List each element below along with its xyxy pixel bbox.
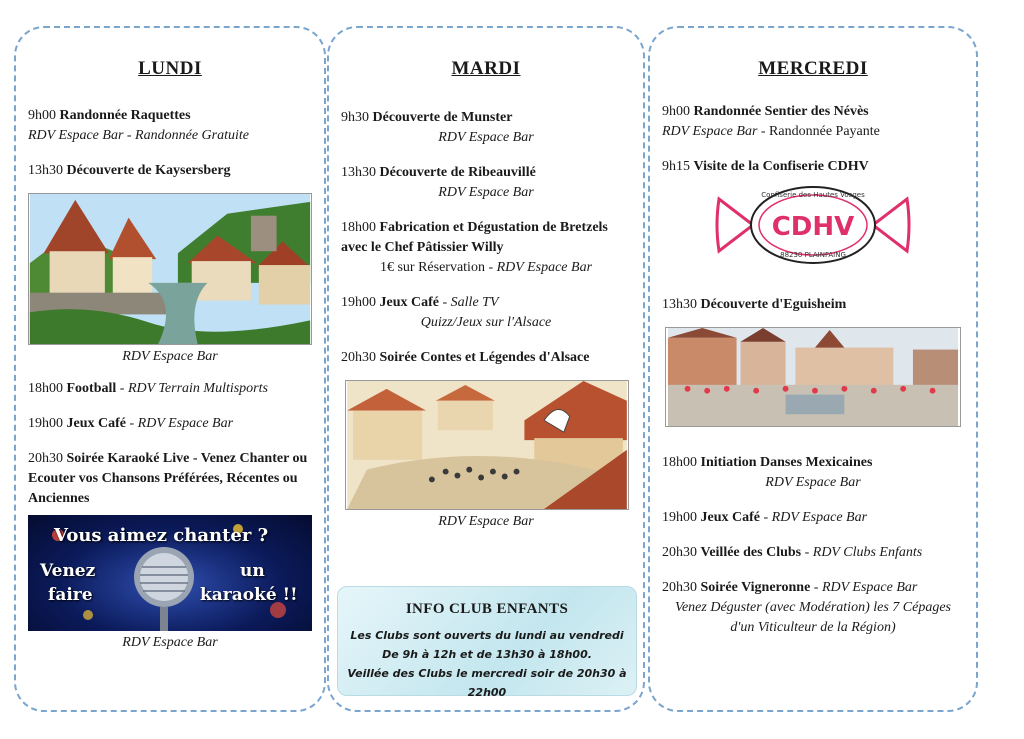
event-title: Découverte d'Eguisheim	[700, 297, 847, 312]
event-time: 9h15	[662, 159, 690, 174]
event-location: RDV Espace Bar	[438, 130, 534, 145]
event-time: 13h30	[662, 297, 697, 312]
event-location: RDV Espace Bar	[496, 260, 593, 275]
karaoke-line-3b: karaoké !!	[200, 585, 298, 605]
event-time: 18h00	[341, 220, 376, 235]
day-title-mercredi: MERCREDI	[758, 58, 868, 79]
event-title: Veillée des Clubs	[700, 545, 802, 560]
event-location: - RDV Espace Bar	[810, 580, 918, 595]
column-mercredi	[648, 26, 978, 712]
event-time: 9h30	[341, 110, 369, 125]
event-mardi-3	[341, 218, 631, 278]
event-time: 20h30	[28, 451, 63, 466]
event-time: 18h00	[28, 381, 63, 396]
info-line-2: De 9h à 12h et de 13h30 à 18h00.	[382, 648, 592, 661]
alsace-village-illustration	[345, 380, 629, 510]
column-lundi	[14, 26, 326, 712]
column-mardi	[327, 26, 645, 712]
event-location: RDV Espace Bar	[438, 185, 534, 200]
event-title: Randonnée Raquettes	[59, 108, 191, 123]
event-lundi-3	[28, 379, 312, 399]
event-time: 20h30	[341, 350, 376, 365]
event-mardi-1	[341, 108, 631, 148]
event-location: RDV Espace Bar	[28, 128, 124, 143]
event-title: Soirée Karaoké Live - Venez Chanter ou Ecouter vos Chansons Préférées, Récentes ou Anciennes	[28, 451, 308, 506]
event-time: 19h00	[662, 510, 697, 525]
event-location: - RDV Terrain Multisports	[116, 381, 268, 396]
event-mardi-4	[341, 293, 631, 333]
kaysersberg-photo	[28, 193, 312, 345]
karaoke-line-3a: faire	[48, 585, 93, 605]
event-note: - Randonnée Payante	[757, 124, 880, 139]
event-time: 19h00	[341, 295, 376, 310]
info-line-3: Veillée des Clubs le mercredi soir de 20h30 à 22h00	[347, 667, 627, 699]
event-mercredi-1	[662, 102, 964, 142]
event-title: Initiation Danses Mexicaines	[700, 455, 873, 470]
event-location: - RDV Espace Bar	[126, 416, 234, 431]
event-location: - RDV Espace Bar	[760, 510, 868, 525]
event-time: 9h00	[662, 104, 690, 119]
event-mardi-2	[341, 163, 631, 203]
event-mercredi-3	[662, 295, 964, 315]
event-note: Venez Déguster (avec Modération) les 7 Cépages d'un Viticulteur de la Région)	[674, 600, 952, 635]
event-mercredi-2	[662, 157, 964, 177]
event-title: Jeux Café	[700, 510, 760, 525]
banner-caption: RDV Espace Bar	[122, 635, 218, 650]
info-line-1: Les Clubs sont ouverts du lundi au vendredi	[350, 629, 624, 642]
info-club-enfants	[337, 586, 637, 699]
event-time: 20h30	[662, 545, 697, 560]
logo-text: CDHV	[771, 212, 855, 242]
event-location: RDV Espace Bar	[765, 475, 861, 490]
event-time: 19h00	[28, 416, 63, 431]
event-title: Randonnée Sentier des Névès	[693, 104, 869, 119]
event-title: Découverte de Ribeauvillé	[379, 165, 536, 180]
day-title-lundi: LUNDI	[138, 58, 202, 79]
photo-caption: RDV Espace Bar	[122, 349, 218, 364]
event-lundi-5	[28, 449, 312, 509]
karaoke-line-1: Vous aimez chanter ?	[54, 525, 269, 546]
event-title: Soirée Contes et Légendes d'Alsace	[379, 350, 590, 365]
event-mercredi-6	[662, 543, 964, 563]
event-location: RDV Espace Bar	[662, 124, 758, 139]
day-title-mardi: MARDI	[451, 58, 521, 79]
event-lundi-4	[28, 414, 312, 434]
logo-arc-bottom: 88230 PLAINFAING	[780, 251, 846, 259]
event-time: 18h00	[662, 455, 697, 470]
event-title: Visite de la Confiserie CDHV	[693, 159, 869, 174]
event-time: 20h30	[662, 580, 697, 595]
logo-arc-top: Confiserie des Hautes Vosges	[761, 191, 865, 199]
event-mercredi-7	[662, 578, 964, 638]
event-title: Jeux Café	[379, 295, 439, 310]
event-time: 13h30	[28, 163, 63, 178]
cdhv-candy-logo	[713, 181, 913, 269]
event-title: Fabrication et Dégustation de Bretzels avec le Chef Pâtissier Willy	[341, 220, 608, 255]
event-location: - RDV Clubs Enfants	[801, 545, 923, 560]
event-note: - Randonnée Gratuite	[123, 128, 249, 143]
event-mercredi-5	[662, 508, 964, 528]
event-title: Découverte de Kaysersberg	[66, 163, 231, 178]
illustration-caption: RDV Espace Bar	[438, 514, 534, 529]
event-title: Découverte de Munster	[372, 110, 513, 125]
event-time: 9h00	[28, 108, 56, 123]
info-title: INFO CLUB ENFANTS	[405, 601, 569, 617]
event-note: Quizz/Jeux sur l'Alsace	[420, 315, 552, 330]
event-note: 1€ sur Réservation -	[379, 260, 497, 275]
event-mardi-5	[341, 348, 631, 368]
karaoke-line-2a: Venez	[40, 561, 96, 581]
karaoke-line-2b: un	[240, 561, 265, 581]
karaoke-banner	[28, 515, 312, 631]
event-lundi-2	[28, 161, 312, 181]
event-mercredi-4	[662, 453, 964, 493]
event-title: Jeux Café	[66, 416, 126, 431]
event-title: Football	[66, 381, 117, 396]
event-lundi-1	[28, 106, 312, 146]
event-title: Soirée Vigneronne	[700, 580, 811, 595]
event-location: - Salle TV	[439, 295, 499, 310]
eguisheim-photo	[665, 327, 961, 427]
event-time: 13h30	[341, 165, 376, 180]
